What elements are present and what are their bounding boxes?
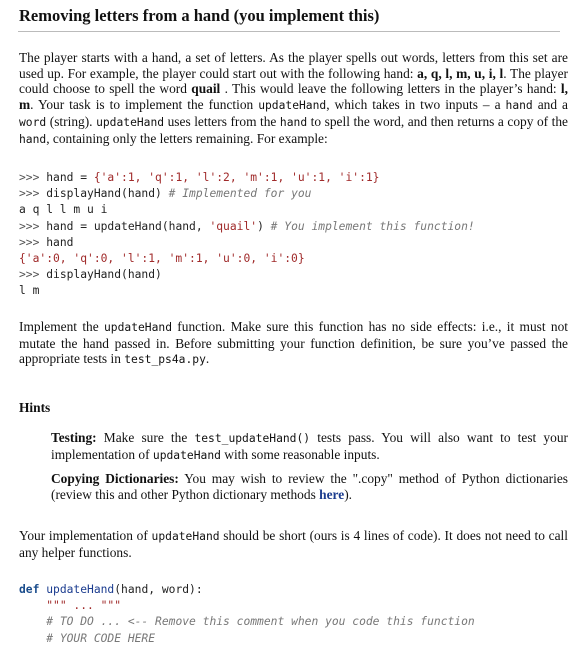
short-text: should be short (ours is 4 lines of code). It does not need to call any helper functions.	[19, 528, 569, 560]
intro-param-word: word	[19, 115, 47, 129]
repl-prompt: >>>	[19, 268, 47, 282]
code-output: l m	[19, 284, 40, 298]
code-text: hand	[46, 235, 74, 249]
def-keyword: def	[19, 583, 40, 596]
stub-function-name: updateHand	[46, 583, 115, 596]
dictionary-methods-link[interactable]: here	[319, 486, 345, 502]
hint-text: ).	[344, 486, 352, 502]
repl-prompt: >>>	[19, 187, 47, 201]
repl-prompt: >>>	[19, 171, 47, 184]
intro-function-name: updateHand	[96, 115, 165, 129]
repl-prompt: >>>	[19, 219, 47, 233]
hint-label: Copying Dictionaries:	[51, 471, 179, 486]
intro-text: uses letters from the	[164, 113, 280, 129]
code-text: hand =	[46, 171, 94, 184]
hint-test-function: test_updateHand()	[194, 432, 311, 445]
implement-text: Implement the	[19, 319, 104, 334]
hint-copying	[51, 471, 568, 502]
code-comment: # Implemented for you	[168, 187, 312, 201]
code-text: displayHand(hand)	[46, 187, 169, 201]
intro-remaining-letters: l, m	[19, 81, 568, 113]
short-paragraph	[19, 528, 568, 560]
hint-text: with some reasonable inputs.	[220, 446, 380, 462]
intro-param-hand: hand	[279, 115, 308, 129]
hint-function-name: updateHand	[152, 448, 221, 462]
hint-text: tests pass. You will also want to test your implementation of	[51, 430, 568, 462]
hint-testing	[51, 430, 568, 463]
intro-text: . This would leave the following letters in the player’s hand:	[220, 81, 561, 97]
code-dict-literal: {'a':1, 'q':1, 'l':2, 'm':1, 'u':1, 'i':1}	[93, 171, 380, 184]
section-title: Removing letters from a hand (you implement this)	[19, 6, 380, 25]
intro-param-hand: hand	[505, 99, 533, 113]
hint-text: You may wish to review the ".copy" method of Python dictionaries (review this and other Python dictionary methods	[51, 471, 568, 502]
intro-param-hand: hand	[19, 132, 47, 146]
implement-function-name: updateHand	[103, 321, 172, 334]
intro-hand-letters: a, q, l, m, u, i, l	[417, 65, 504, 81]
title-rule	[18, 31, 560, 32]
stub-your-code-comment: # YOUR CODE HERE	[46, 631, 156, 645]
intro-text: to spell the word, and then returns a copy of the	[307, 113, 568, 129]
code-string: 'quail'	[209, 219, 258, 233]
function-stub	[19, 582, 475, 647]
intro-text: and a	[532, 97, 568, 113]
implement-text: .	[205, 351, 210, 367]
hints-heading: Hints	[19, 400, 51, 415]
intro-paragraph	[19, 50, 568, 147]
code-text: displayHand(hand)	[46, 268, 162, 282]
stub-signature: (hand, word):	[114, 583, 203, 596]
code-comment: # You implement this function!	[270, 219, 475, 233]
intro-text: . Your task is to implement the function	[30, 97, 259, 113]
intro-text: . The player could choose to spell the word	[19, 65, 569, 97]
repl-prompt: >>>	[19, 235, 47, 249]
intro-text: (string).	[46, 113, 97, 129]
intro-text: , which takes in two inputs – a	[326, 97, 506, 113]
code-output: {'a':0, 'q':0, 'l':1, 'm':1, 'u':0, 'i':0}	[19, 252, 305, 266]
intro-word-quail: quail	[191, 81, 221, 97]
hint-text: Make sure the	[96, 430, 195, 445]
short-text: Your implementation of	[19, 528, 152, 543]
intro-text: The player starts with a hand, a set of letters. As the player spells out words, letters from this set are used up. For example, the player could start out with the following hand:	[19, 50, 568, 81]
stub-todo-comment: # TO DO ... <-- Remove this comment when you code this function	[46, 615, 475, 629]
code-output: a q l l m u i	[19, 203, 108, 217]
code-text: )	[257, 219, 271, 233]
implement-text: function. Make sure this function has no side effects: i.e., it must not mutate the hand passed in. Before submitting your function definition, be sure you’ve passed the appropriate tests in	[19, 319, 568, 367]
code-text: hand = updateHand(hand,	[46, 219, 210, 233]
intro-text: , containing only the letters remaining. For example:	[46, 130, 328, 146]
implement-paragraph	[19, 319, 568, 368]
stub-docstring: """ ... """	[46, 599, 122, 613]
test-file-name: test_ps4a.py	[124, 353, 206, 367]
short-function-name: updateHand	[151, 530, 220, 543]
hint-label: Testing:	[51, 430, 97, 445]
example-session	[19, 170, 475, 300]
intro-function-name: updateHand	[258, 99, 327, 113]
